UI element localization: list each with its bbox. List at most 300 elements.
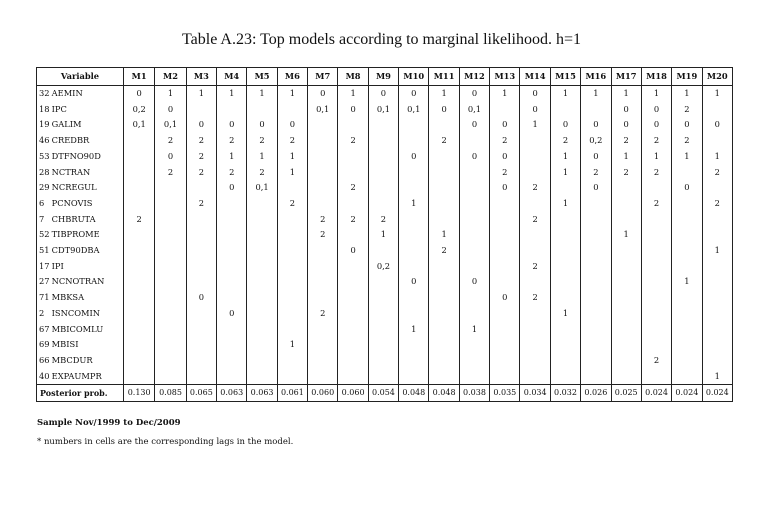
lag-cell: 1 [186,86,216,102]
lag-cell [581,306,611,322]
lag-cell: 2 [611,165,641,181]
lag-cell [459,369,489,385]
lag-cell: 1 [611,86,641,102]
lag-cell: 1 [399,322,429,338]
lag-cell [581,337,611,353]
variable-name: CDT90DBA [51,245,100,256]
lag-cell [123,196,154,212]
variable-number: 2 [37,306,50,322]
lag-cell: 0 [277,117,307,133]
variable-name: IPI [51,260,64,271]
variable-name: PCNOVIS [51,197,93,208]
lag-cell [368,117,398,133]
lag-cell: 1 [672,86,702,102]
lag-cell [308,180,338,196]
lag-cell [368,274,398,290]
lag-cell [277,227,307,243]
lag-cell [155,337,186,353]
variable-name: DTFNO90D [51,150,101,161]
table-row [37,259,733,275]
variable-number: 28 [37,165,50,181]
lag-cell: 0,1 [399,102,429,118]
lag-cell: 1 [550,306,580,322]
lag-cell: 0 [641,117,671,133]
lag-cell [308,243,338,259]
lag-cell [368,180,398,196]
lag-cell: 2 [155,133,186,149]
lag-cell [123,243,154,259]
lag-cell [155,290,186,306]
model-header: M17 [611,68,641,86]
lag-cell: 2 [247,133,277,149]
lag-cell [429,180,459,196]
lag-cell [611,337,641,353]
lag-cell: 0 [490,149,520,165]
variable-number: 19 [37,117,50,133]
lag-cell [277,243,307,259]
lag-cell [155,274,186,290]
lag-cell: 0 [581,117,611,133]
model-header: M6 [277,68,307,86]
model-header: M10 [399,68,429,86]
lag-cell [702,133,732,149]
lag-cell [459,196,489,212]
variable-name: NCNOTRAN [51,276,105,287]
lag-cell [155,180,186,196]
lag-cell: 0 [459,86,489,102]
lag-cell [459,306,489,322]
posterior-value: 0.063 [247,385,277,402]
table-row [37,369,733,385]
lag-cell [459,165,489,181]
lag-cell: 0 [217,117,247,133]
variable-number: 40 [37,369,50,385]
lag-cell: 0 [611,102,641,118]
lag-cell [338,165,368,181]
lag-cell [429,117,459,133]
posterior-value: 0.048 [399,385,429,402]
lag-cell [490,227,520,243]
variable-number: 7 [37,212,50,228]
posterior-value: 0.034 [520,385,550,402]
lag-cell [490,212,520,228]
lag-cell [155,369,186,385]
lag-cell: 1 [550,196,580,212]
variable-name: IPC [51,103,67,114]
lag-cell [459,290,489,306]
variable-name: NCREGUL [51,182,97,193]
lag-cell [550,259,580,275]
lag-cell: 1 [550,149,580,165]
lag-cell [123,227,154,243]
model-header: M15 [550,68,580,86]
lag-cell: 0 [123,86,154,102]
lag-cell: 1 [550,86,580,102]
model-header: M4 [217,68,247,86]
lag-cell [459,227,489,243]
posterior-value: 0.063 [217,385,247,402]
lag-cell [641,227,671,243]
lag-cell: 1 [247,149,277,165]
lag-cell [155,227,186,243]
lag-cell: 2 [641,196,671,212]
lag-cell [490,259,520,275]
table-row [37,227,733,243]
variable-number: 51 [37,243,50,259]
posterior-value: 0.065 [186,385,216,402]
lag-cell [672,337,702,353]
lag-cell: 2 [338,133,368,149]
lag-cell [217,259,247,275]
lag-cell [217,196,247,212]
lag-cell: 2 [490,165,520,181]
lag-cell: 2 [368,212,398,228]
lag-cell [399,212,429,228]
lag-cell [459,212,489,228]
lag-cell [581,196,611,212]
model-header: M3 [186,68,216,86]
lag-cell: 0,2 [581,133,611,149]
lag-cell: 0 [581,180,611,196]
table-row [37,243,733,259]
lag-cell: 0,1 [308,102,338,118]
variable-number: 52 [37,227,50,243]
lag-cell [641,290,671,306]
lag-cell: 0 [520,102,550,118]
lag-cell: 2 [672,102,702,118]
lag-cell [186,306,216,322]
lag-cell [247,369,277,385]
lag-cell: 2 [338,212,368,228]
lag-cell [490,353,520,369]
lag-cell [611,259,641,275]
lag-cell: 1 [217,86,247,102]
lag-cell: 2 [308,212,338,228]
posterior-value: 0.024 [702,385,732,402]
lag-cell [247,306,277,322]
lag-cell [247,196,277,212]
posterior-value: 0.032 [550,385,580,402]
table-row [37,86,733,102]
lag-cell [123,306,154,322]
variable-name: TIBPROME [51,229,100,240]
table-row [37,212,733,228]
posterior-value: 0.025 [611,385,641,402]
lag-cell [672,259,702,275]
lag-cell: 0 [338,243,368,259]
lag-cell [399,227,429,243]
lag-cell: 0 [581,149,611,165]
lag-cell [581,290,611,306]
lag-cell [550,227,580,243]
lag-cell [550,337,580,353]
lag-cell [581,322,611,338]
lag-cell [247,102,277,118]
lag-cell [490,337,520,353]
lag-cell [123,133,154,149]
lag-cell: 2 [277,196,307,212]
lag-cell [399,353,429,369]
lag-cell [672,322,702,338]
lag-cell [399,117,429,133]
lag-cell [368,149,398,165]
lag-cell: 2 [217,165,247,181]
lag-cell [672,369,702,385]
lag-cell [277,369,307,385]
lag-cell: 2 [672,133,702,149]
lag-cell: 0 [247,117,277,133]
lag-cell [429,369,459,385]
lag-cell [308,353,338,369]
lag-cell: 1 [641,149,671,165]
lag-cell [338,274,368,290]
lag-cell [702,102,732,118]
lag-cell [123,180,154,196]
lag-cell: 2 [247,165,277,181]
lag-cell [641,337,671,353]
lag-cell: 2 [520,212,550,228]
lag-cell [308,290,338,306]
posterior-value: 0.060 [338,385,368,402]
lag-cell [338,149,368,165]
lag-cell: 0,1 [155,117,186,133]
lag-cell: 0 [338,102,368,118]
lag-cell [520,133,550,149]
lag-cell [490,306,520,322]
lag-cell [217,290,247,306]
lag-cell [338,369,368,385]
lag-cell [672,212,702,228]
lag-cell [581,212,611,228]
model-header: M2 [155,68,186,86]
lag-cell [399,243,429,259]
variable-number: 66 [37,353,50,369]
lag-cell [277,290,307,306]
lag-cell [186,227,216,243]
lag-cell: 0 [490,290,520,306]
lag-cell [581,369,611,385]
lag-cell [277,274,307,290]
posterior-value: 0.038 [459,385,489,402]
table-row [37,165,733,181]
lag-cell [277,353,307,369]
lag-cell [277,259,307,275]
variable-number: 71 [37,290,50,306]
lag-cell [520,149,550,165]
lag-cell [308,337,338,353]
lag-cell [641,243,671,259]
lag-cell [550,353,580,369]
lag-cell [429,149,459,165]
lag-cell [338,259,368,275]
variable-name: GALIM [51,119,82,130]
lag-cell [490,196,520,212]
variable-header: Variable [37,68,124,86]
variable-name: MBISI [51,339,79,350]
lag-cell: 1 [277,165,307,181]
posterior-value: 0.060 [308,385,338,402]
lag-cell [368,133,398,149]
lag-cell: 2 [520,180,550,196]
lag-cell [247,212,277,228]
lag-cell: 0 [399,274,429,290]
lag-cell [368,196,398,212]
lag-cell [672,243,702,259]
lag-cell [429,212,459,228]
lag-cell [641,274,671,290]
lag-cell [399,133,429,149]
lag-cell [581,243,611,259]
lag-cell [338,290,368,306]
lag-cell: 2 [702,196,732,212]
lag-cell: 0 [429,102,459,118]
lag-cell [672,306,702,322]
lag-cell [459,243,489,259]
lag-cell [247,243,277,259]
lag-cell [186,337,216,353]
lag-cell [368,306,398,322]
lag-cell [550,243,580,259]
lag-cell [672,196,702,212]
lag-cell [217,227,247,243]
lag-cell [399,306,429,322]
lag-cell [277,306,307,322]
lag-cell [247,290,277,306]
lag-cell [186,212,216,228]
posterior-row [37,385,733,402]
lag-cell: 0 [490,180,520,196]
lag-cell [186,369,216,385]
lag-cell: 1 [368,227,398,243]
lag-cell [338,322,368,338]
lag-cell [459,259,489,275]
lag-cell: 2 [186,165,216,181]
lag-cell [520,306,550,322]
lag-cell [338,227,368,243]
lag-cell [550,274,580,290]
lag-cell: 1 [277,149,307,165]
model-header: M8 [338,68,368,86]
lag-cell [550,322,580,338]
lag-cell: 2 [702,165,732,181]
variable-number: 53 [37,149,50,165]
lag-cell [702,274,732,290]
lag-cell: 0 [641,102,671,118]
lag-cell: 0,2 [123,102,154,118]
lag-cell [277,212,307,228]
lag-cell [217,337,247,353]
lag-cell [520,369,550,385]
lag-cell [581,274,611,290]
table-body [37,86,733,385]
model-header: M16 [581,68,611,86]
lag-cell [338,117,368,133]
lag-cell [459,353,489,369]
posterior-value: 0.061 [277,385,307,402]
lag-cell [123,165,154,181]
lag-cell: 0 [672,180,702,196]
lag-cell [186,322,216,338]
lag-cell: 1 [490,86,520,102]
lag-cell: 1 [672,274,702,290]
lag-cell: 0,1 [123,117,154,133]
lag-cell [641,259,671,275]
lag-cell [520,227,550,243]
lag-cell [308,133,338,149]
model-header: M1 [123,68,154,86]
lag-cell [520,243,550,259]
lag-cell [186,259,216,275]
lag-cell: 1 [217,149,247,165]
lag-cell [520,353,550,369]
lag-cell [247,274,277,290]
lag-cell [399,290,429,306]
lag-cell: 1 [277,86,307,102]
lag-cell: 2 [155,165,186,181]
lag-cell [155,322,186,338]
lag-cell [217,243,247,259]
lag-cell [641,369,671,385]
posterior-label: Posterior prob. [37,385,124,402]
lag-cell [429,196,459,212]
lag-cell [277,180,307,196]
lag-cell [672,353,702,369]
lag-cell [247,322,277,338]
lag-cell [123,274,154,290]
lag-cell: 1 [550,165,580,181]
lag-cell [641,306,671,322]
lag-cell: 0 [399,149,429,165]
lag-cell [490,243,520,259]
table-row [37,337,733,353]
lag-cell [247,353,277,369]
lag-cell [308,322,338,338]
lag-cell: 0 [611,117,641,133]
lag-cell [155,243,186,259]
lag-cell [277,322,307,338]
lag-cell: 1 [520,117,550,133]
lag-cell [641,212,671,228]
lag-cell [308,274,338,290]
lag-cell [217,102,247,118]
lag-cell [702,259,732,275]
lag-cell [399,337,429,353]
lag-cell [338,196,368,212]
lag-cell: 2 [308,227,338,243]
lag-cell [702,322,732,338]
lag-cell [368,290,398,306]
lag-cell: 1 [702,86,732,102]
model-header: M14 [520,68,550,86]
model-header: M5 [247,68,277,86]
lag-cell: 1 [459,322,489,338]
lag-cell [702,353,732,369]
variable-number: 69 [37,337,50,353]
lag-cell [217,274,247,290]
lag-cell [581,227,611,243]
table-row [37,180,733,196]
lag-cell: 0,1 [459,102,489,118]
variable-number: 67 [37,322,50,338]
lag-cell [429,337,459,353]
variable-name: NCTRAN [51,166,91,177]
lag-cell [217,212,247,228]
variable-number: 6 [37,196,50,212]
lag-cell [186,180,216,196]
model-header: M19 [672,68,702,86]
lag-cell: 0 [368,86,398,102]
lag-cell [123,369,154,385]
